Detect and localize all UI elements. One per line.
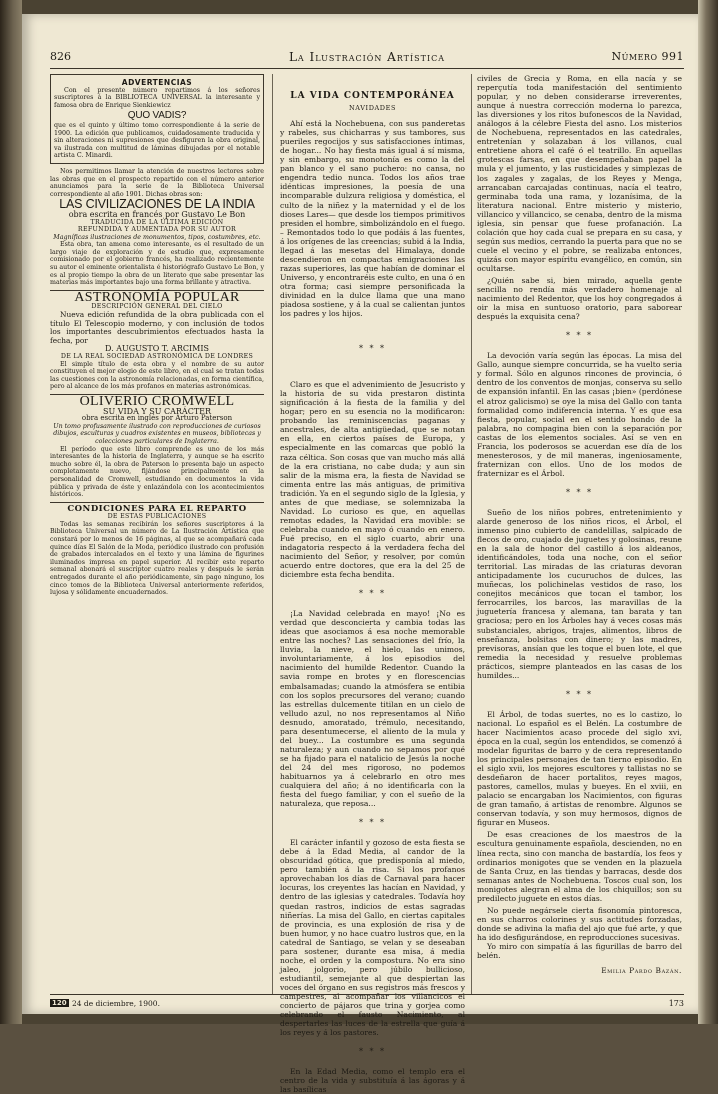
astronomia-society: DE LA REAL SOCIEDAD ASTRONÓMICA DE LONDRES bbox=[60, 353, 254, 360]
section-separator: * * * bbox=[358, 589, 387, 599]
article-column-middle bbox=[280, 74, 465, 1094]
binding-edge bbox=[698, 0, 718, 1024]
section-separator: * * * bbox=[565, 331, 594, 341]
header-page-number: 826 bbox=[50, 50, 71, 63]
footer-page-number: 173 bbox=[668, 999, 684, 1008]
footer-badge: 120 bbox=[52, 999, 67, 1007]
civilizaciones-text: Esta obra, tan amena como interesante, es el resultado de un largo viaje de exploración y de estudio que, expresamente comisionado por el gobierno francés, ha realizado recientemente su autor el eminente orientalista é historiógrafo Gustavo Le Bon, y es al propio tiempo la obra de un literato que sabe presentar las materias más importantes bajo una forma brillante y atractiva. bbox=[50, 241, 264, 287]
notice-title: ADVERTENCIAS bbox=[121, 78, 193, 87]
article-paragraph: Sueño de los niños pobres, entretenimiento y alarde generoso de los niños ricos, el Árbol, el inmenso pino cubierto de candelillas, salpicado de flecos de oro, cuajado de juguetes y golosinas, reune en la sala de honor del castillo á los aldeanos, identificándoles, toda una noche, con el señor territorial. Las miradas de las criaturas devoran anticipadamente los cucuruchos de dulces, las muñecas, los polichinelas vestidos de raso, los conejitos mecánicos que tocan el tambor, los ferrocarriles, los barcos, las maravillas de la juguetería francesa y alemana, tan barata y tan graciosa; pero en los Árboles hay á veces cosas más substanciales, abrigos, trajes, alimentos, libros de enseñanza, bolsitas con dinero; y las madres, previsoras, ansían que les toque el buen lote, el que remedia la necesidad y resuelve problemas prácticos, siempre planteados en las casas de los humildes... bbox=[477, 507, 682, 680]
cromwell-title: OLIVERIO CROMWELL bbox=[79, 393, 235, 409]
divider bbox=[50, 502, 264, 503]
astronomia-title: ASTRONOMÍA POPULAR bbox=[74, 289, 240, 305]
astronomia-author: D. AUGUSTO T. ARCIMIS bbox=[105, 344, 209, 354]
previous-page-edge bbox=[0, 0, 22, 1024]
article-paragraph: En la Edad Media, como el templo era el centro de la vida y substituía á las ágoras y á las basílicas bbox=[280, 1067, 465, 1094]
header-title: La Ilustración Artística bbox=[288, 50, 446, 64]
footer-date: 24 de diciembre, 1900. bbox=[72, 999, 160, 1008]
quo-vadis-text: que es el quinto y último tomo correspondiente á la serie de 1900. La edición que publicamos, cuidadosamente traducida y sin alteraciones ni supresiones que desfiguren la obra original, va ilustrada con multitud de láminas dibujadas por el notable artista C. Minardi. bbox=[54, 121, 260, 160]
section-separator: * * * bbox=[358, 1047, 387, 1057]
article-paragraph: El Árbol, de todas suertes, no es lo castizo, lo nacional. Lo español es el Belén. La costumbre de hacer Nacimientos acaso procede del siglo xvi, época en la cual, según los entendidos, se comenzó á modelar figuritas de barro y de cera representando los principales personajes de tan tierno episodio. En el siglo xvii, los mejores escultores y tallistas no se desdeñaron de hacer portalitos, reyes magos, pastores, camellos, mulas y bueyes. En el xviii, en palacio se encargaban los Nacimientos, con figuras de gran tamaño, á artistas de renombre. Algunos se conservan todavía, y son muy hermosos, dignos de figurar en Museos. bbox=[477, 709, 682, 828]
article-paragraph: Ahí está la Nochebuena, con sus panderetas y rabeles, sus chicharras y sus tambores, sus pueriles regocijos y sus satisfacciones íntimas, de hogar... No hay fiesta más igual á sí misma, y sin embargo, su monotonía es como la del pan blanco y el sano puchero: no cansa, no engendra tedio nunca. Todos los años trae idénticas impresiones, la poesía de una incomparable dulzura religiosa y doméstica, el culto de la niñez y la maternidad y el de los dioses Lares— que desde los tiempos primitivos presiden el hombre, simbolizándolo en el fuego. – Remontados todo lo que podáis á las fuentes, á los orígenes de las creencias; subid á la India, llegad á las mesetas del Himalaya, donde descendieron en compactas emigraciones las razas superiores, las que habían de dominar el Universo, y encontraréis este culto, en una ó en otra forma; casi siempre personificada la divinidad en la dulce llama que una mano piadosa sostiene, y á la cual se calientan juntos los padres y los hijos. bbox=[280, 119, 465, 319]
cromwell-illustrations: Un tomo profusamente ilustrado con reproducciones de curiosos dibujos, esculturas y cuadros existentes en museos, bibliotecas y colecciones particulares de Inglaterra. bbox=[53, 422, 261, 445]
article-paragraph: La devoción varía según las épocas. La misa del Gallo, aunque siempre concurrida, se ha vuelto seria y formal. Sólo en algunos rincones de provincia, ó dentro de los conventos de monjas, conserva su sello de expansión infantil. En las casas ¡bien» (perdónese el atroz galicismo) se oye la misa del Gallo con tanta formalidad como indiferencia interna. Y es que esa fiesta, popular, social en el sentido hondo de la palabra, no compagina bien con la separación por castas de los elementos sociales. Así se ven en Francia, los poderosos se acuerdan ese día de los menesterosos, y de mil maneras, ingeniosamente, fraternizan con ellos. Uno de los modos de fraternizar es el Árbol. bbox=[477, 351, 682, 478]
article-paragraph: El carácter infantil y gozoso de esta fiesta se debe á la Edad Media, al candor de la obscuridad gótica, que predisponía al miedo, pero también á la risa. Si los profanos aprovechaban los días de Carnaval para hacer locuras, los creyentes las hacían en Navidad, y dentro de las iglesias y catedrales. Todavía hoy quedan rastros, indicios de estas sagradas niñerías. La misa del Gallo, en ciertas capitales de provincia, es una explosión de risa y de buen humor, y no hace cuatro lustros que, en la catedral de Santiago, se velan y se deseaban para sostener, durante esa misa, á media noche, el orden y la compostura. No era sino jaleo, jolgorio, pero júbilo bullicioso, estudiantil, semejante al que despiertan las voces del órgano en sus registros más frescos y campestres, al acompañar los villancicos el concierto de pájaros que trina y gorjea como celebrando el fausto Nacimiento, al despertarles las luces de la estrella que guía á los reyes y á los pastores. bbox=[280, 838, 465, 1038]
article-paragraph: ¿Quién sabe si, bien mirado, aquella gente sencilla no rendía más verdadero homenaje al nacimiento del Redentor, que los hoy congregados á oir la misa en suntuoso oratorio, para saborear después la exquisita cena? bbox=[477, 276, 682, 322]
notice-text: Con el presente número repartimos á los señores suscriptores á la BIBLIOTECA UNIVERSAL la interesante y famosa obra de Enrique Sienkiewicz bbox=[54, 86, 260, 109]
page-footer bbox=[50, 994, 684, 1011]
column-rule-right bbox=[471, 74, 472, 994]
column-rule-left bbox=[272, 74, 273, 994]
section-separator: * * * bbox=[358, 344, 387, 354]
author-signature: Emilia Pardo Bazán. bbox=[601, 966, 682, 976]
advertisement-column bbox=[50, 74, 264, 999]
header-rule bbox=[50, 68, 684, 69]
notice-box bbox=[50, 74, 264, 164]
magazine-page bbox=[22, 14, 698, 1094]
conditions-text: Todas las semanas recibirán los señores suscriptores á la Biblioteca Universal un número de La Ilustración Artística que constará por lo menos de 16 páginas, al que se acompañará cada quince días El Salón de la Moda, periódico ilustrado con profusión de grabados intercalados en el texto y una lámina de figurines iluminados impresa en papel superior. Al recibir este reparto semanal abonará el suscriptor cuatro reales y después le serán entregados durante el año periódicamente, sin pago ninguno, los cinco tomos de la Biblioteca Universal anteriormente referidos, lujosa y sólidamente encuadernados. bbox=[50, 520, 264, 597]
civilizaciones-title: LAS CIVILIZACIONES DE LA INDIA bbox=[59, 197, 255, 212]
section-separator: * * * bbox=[358, 818, 387, 828]
page-header bbox=[50, 50, 684, 66]
announce-text: Nos permitimos llamar la atención de nuestros lectores sobre las obras que en el prospecto repartido con el número anterior anunciamos para la serie de la Biblioteca Universal correspondiente al año 1901. Dichas obras son: bbox=[50, 167, 264, 198]
article-title: LA VIDA CONTEMPORÁNEA bbox=[290, 91, 455, 101]
astronomia-text: El simple título de esta obra y el nombre de su autor constituyen el mejor elogio de este libro, en el cual se tratan todas las cuestiones con la astronomía relacionadas, en forma científica, pero al alcance de los más profanos en materias astronómicas. bbox=[50, 360, 264, 391]
cromwell-text: El período que este libro comprende es uno de los más interesantes de la historia de Inglaterra, y aunque se ha escrito mucho sobre él, la obra de Paterson lo presenta bajo un aspecto completamente nuevo, fijándose principalmente en la personalidad de Cromwell, estudiando en documentos la vida pública y privada de éste y enlazándola con los acontecimientos históricos. bbox=[50, 445, 264, 499]
article-paragraph: Yo miro con simpatía á las figurillas de barro del belén. bbox=[477, 941, 682, 961]
cromwell-author: obra escrita en inglés por Arturo Paterson bbox=[81, 414, 233, 423]
article-paragraph: Claro es que el advenimiento de Jesucristo y la historia de su vida prestaron distinta significación á la fiesta de la familia y del hogar; pero en su esencia no la modificaron: probando las reminiscencias paganas y ancestrales, de alta antigüedad, que se notan en ella, en ciertos países de Europa, y especialmente en las comarcas que pobló la raza céltica. Son cosas que van mucho más allá de la era cristiana, no cabe duda; y aun sin salir de la misma era, la fiesta de Navidad se cimenta entre las más antiguas, de primitiva tradición. Ya en el segundo siglo de la Iglesia, y antes de que mediase, se solemnizaba la Navidad. Lo curioso es que, en aquellas remotas edades, la Navidad era movible: se celebraba cuando en mayo ó cuando en enero. Fué preciso, en el siglo cuarto, abrir una indagatoria respecto á la verdadera fecha del nacimiento del Señor, y resolver, por común acuerdo entre doctores, que era la del 25 de diciembre esta fecha bendita. bbox=[280, 380, 465, 580]
civilizaciones-revision: REFUNDIDA Y AUMENTADA POR SU AUTOR bbox=[77, 226, 237, 234]
section-separator: * * * bbox=[565, 689, 594, 699]
civilizaciones-illustrations: Magníficas ilustraciones de monumentos, tipos, costumbres, etc. bbox=[53, 233, 261, 241]
conditions-subtitle: DE ESTAS PUBLICACIONES bbox=[107, 513, 207, 521]
article-paragraph: De esas creaciones de los maestros de la escultura genuinamente española, descienden, no en línea recta, sino con mancha de bastardía, los feos y ordinarios monigotes que se venden en la plazuela de Santa Cruz, en las tiendas y barracas, desde dos semanas antes de Nochebuena. Toscos cual son, los monigotes alegran el alma de los chiquillos; son su predilecto juguete en estos días. bbox=[477, 830, 682, 903]
article-paragraph: ¡La Navidad celebrada en mayo! ¡No es verdad que desconcierta y cambia todas las ideas que asociamos á esa noche memorable entre las noches? Las sensaciones del frío, la lluvia, la nieve, el hielo, las unimos, involuntariamente, á los episodios del nacimiento del humilde Redentor. Cuando la savia rompe en brotes y en florescencias embalsamadas; cuando la atmósfera se entibia con los soplos precursores del verano; cuando las estrellas dulcemente titilan en un cielo de velludo azul, no nos representamos al Niño desnudo, amoratado, trémulo, necesitando, para desentumecerse, el aliento de la mula y del buey... La costumbre es una segunda naturaleza; y aun cuando no sepamos por qué se ha fijado para el natalicio de Jesús la noche del 24 del mes rigoroso, no podemos habituarnos ya á celebrarlo en otro mes cualquiera del año; á no identificarla con la fiesta del fuego familiar, y con el sueño de la naturaleza, que reposa... bbox=[280, 609, 465, 809]
section-separator: * * * bbox=[565, 487, 594, 497]
conditions-title: CONDICIONES PARA EL REPARTO bbox=[67, 503, 247, 514]
civilizaciones-translation: TRADUCIDA DE LA ÚLTIMA EDICIÓN bbox=[90, 218, 224, 226]
header-issue-number: Número 991 bbox=[611, 50, 684, 63]
article-column-right bbox=[477, 74, 682, 999]
quo-vadis-title: QUO VADIS? bbox=[127, 110, 187, 122]
cromwell-subtitle: SU VIDA Y SU CARÁCTER bbox=[102, 406, 212, 416]
article-subtitle: NAVIDADES bbox=[348, 104, 397, 113]
article-paragraph: No puede negársele cierta fisonomía pintoresca, en sus charros colorines y sus actitudes forzadas, donde se adivina la mafia del ajo que fué arte, y que ha ido desfigurándose, en reproducciones sucesivas. bbox=[477, 905, 682, 942]
astronomia-description: Nueva edición refundida de la obra publicada con el título El Telescopio moderno, y con inclusión de todos los importantes descubrimientos efectuados hasta la fecha, por bbox=[50, 310, 264, 345]
article-paragraph: civiles de Grecia y Roma, en ella nacía y se reperçutía toda manifestación del sentimiento popular, y no deben considerarse irreverentes, aunque á nuestra corrección moderna lo parezca, las diversiones y los ritos bufonescos de la Navidad, análogos á la célebre Fiesta del asno. Los misterios de Nochebuena, representados en las catedrales, entretenían y solazaban á los villanos, cual entretiene ahora el café ó el teatrillo. En aquellas grotescas farsas, en que desempeñaban papel la mula y el jumento, y las rusticidades y simplezas de los zagales y zagalas, de los Reyes y Menga, arrancaban carcajadas continuas, nacía el teatro, germinaba toda una rama, y lozanísima, de la literatura nacional. Entre misterio y misterio, villancico y villancico, se cenaba, dentro de la misma iglesia, sin pensar que fuese profanación. La colación que hoy cada cual se prepara en su casa, y según sus medios, cerrando la puerta para que no se cuele el vecino y el pobre, se realizaba entonces, quizás con mayor espíritu evangélico, en común, sin ocultarse. bbox=[477, 74, 682, 273]
astronomia-subtitle: DESCRIPCIÓN GENERAL DEL CIELO bbox=[91, 303, 223, 311]
civilizaciones-author: obra escrita en francés por Gustavo Le Bon bbox=[68, 209, 246, 219]
